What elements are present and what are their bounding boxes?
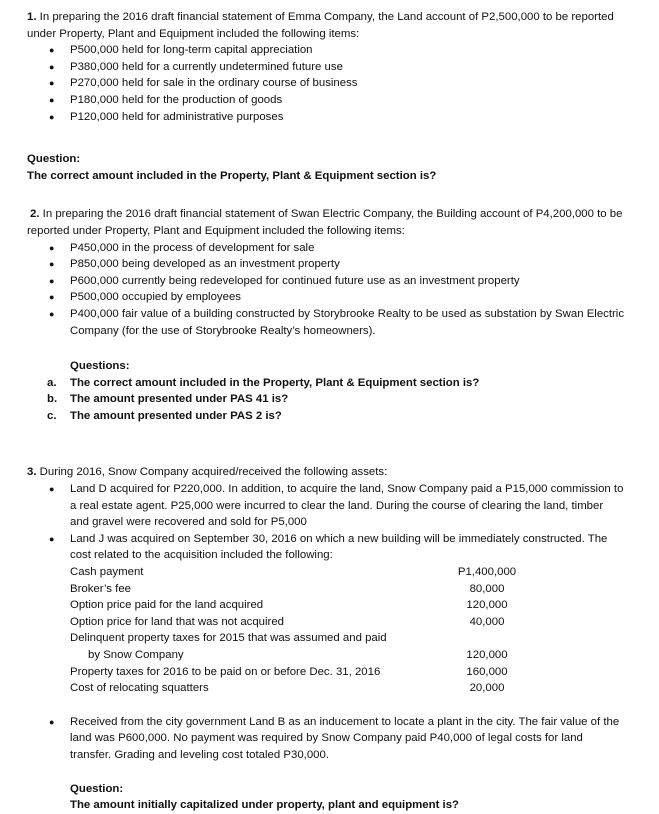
spacer	[27, 125, 625, 151]
problem-1-question-block	[27, 151, 625, 184]
sub-question-b	[27, 391, 625, 408]
problem-1	[27, 9, 625, 184]
list-item	[27, 256, 625, 273]
problem-2-number: 2.	[30, 208, 40, 221]
list-item	[27, 306, 625, 339]
cost-label: Option price paid for the land acquired	[70, 599, 264, 612]
list-item-text: P380,000 held for a currently undetermined future use	[70, 60, 343, 73]
cost-amount: 20,000	[469, 682, 505, 695]
question-heading: Question:	[70, 782, 124, 795]
spacer	[27, 764, 625, 781]
problem-2-sub-questions	[27, 375, 625, 425]
list-item	[27, 75, 625, 92]
spacer	[27, 339, 625, 358]
question-text: The amount initially capitalized under property, plant and equipment is?	[70, 799, 460, 812]
sub-question-marker: c.	[47, 409, 57, 422]
problem-1-intro-text: In preparing the 2016 draft financial statement of Emma Company, the Land account of P2,500,000 to be reported under Property, Plant and Equipment included the following items:	[27, 11, 614, 40]
list-item-text: P180,000 held for the production of goods	[70, 93, 283, 106]
bullet-icon: ●	[49, 275, 55, 286]
list-item	[27, 481, 625, 531]
list-item-text: P120,000 held for administrative purposes	[70, 110, 284, 123]
problem-2-bullet-list	[27, 240, 625, 340]
list-item-text: P600,000 currently being redeveloped for continued future use as an investment property	[70, 274, 520, 287]
problem-3-bullet-list-bottom	[27, 714, 625, 764]
list-item-text: P270,000 held for sale in the ordinary course of business	[70, 77, 358, 90]
spacer	[27, 424, 625, 450]
list-item-text: Land J was acquired on September 30, 2016 on which a new building will be immediately constructed. The cost related to the acquisition included the following:	[70, 532, 608, 562]
sub-question-a	[27, 375, 625, 392]
cost-label: Property taxes for 2016 to be paid on or before Dec. 31, 2016	[70, 665, 381, 678]
list-item-text: P500,000 held for long-term capital appreciation	[70, 44, 313, 57]
problem-3-number: 3.	[27, 466, 37, 479]
sub-question-marker: a.	[47, 376, 57, 389]
table-row	[70, 630, 540, 647]
cost-amount: 160,000	[466, 665, 508, 678]
cost-amount: 80,000	[469, 582, 505, 595]
acquisition-cost-table	[70, 564, 540, 697]
sub-question-text: The amount presented under PAS 41 is?	[70, 393, 289, 406]
cost-label: Delinquent property taxes for 2015 that was assumed and paid	[70, 632, 387, 645]
table-row	[70, 647, 540, 664]
cost-label: Option price for land that was not acquired	[70, 615, 285, 628]
problem-2-intro	[27, 206, 625, 239]
cost-amount	[434, 630, 540, 647]
bullet-icon: ●	[49, 111, 55, 122]
problem-3-question-block	[27, 781, 625, 814]
list-item	[27, 109, 625, 126]
list-item	[27, 289, 625, 306]
bullet-icon: ●	[49, 61, 55, 72]
cost-label: Broker’s fee	[70, 582, 131, 595]
problem-2-intro-text: In preparing the 2016 draft financial statement of Swan Electric Company, the Building account of P4,200,000 to be reported under Property, Plant and Equipment included the following items:	[27, 208, 623, 237]
table-row	[70, 680, 540, 697]
problem-1-bullet-list	[27, 42, 625, 125]
bullet-icon: ●	[49, 308, 55, 319]
bullet-icon: ●	[49, 78, 55, 89]
list-item-text: P450,000 in the process of development for sale	[70, 241, 315, 254]
list-item	[27, 92, 625, 109]
list-item	[27, 240, 625, 257]
list-item-text: Land D acquired for P220,000. In addition, to acquire the land, Snow Company paid a P15,000 commission to a real estate agent. P25,000 were incurred to clear the land. During the course of clearing the land, timber and gravel were recovered and sold for P5,000	[70, 483, 624, 529]
bullet-icon: ●	[49, 259, 55, 270]
problem-3-intro-text: During 2016, Snow Company acquired/received the following assets:	[39, 466, 388, 479]
problem-2	[27, 206, 625, 424]
list-item	[27, 42, 625, 59]
cost-label: Cash payment	[70, 566, 144, 579]
spacer	[27, 450, 625, 464]
list-item	[27, 59, 625, 76]
list-item-text: Received from the city government Land B as an inducement to locate a plant in the city. The fair value of the land was P600,000. No payment was required by Snow Company paid P40,000 of legal costs for land transfer. Grading and leveling cost totaled P30,000.	[70, 715, 620, 761]
cost-label: Cost of relocating squatters	[70, 682, 209, 695]
sub-question-text: The amount presented under PAS 2 is?	[70, 409, 282, 422]
questions-heading: Questions:	[70, 360, 130, 373]
bullet-icon: ●	[49, 242, 55, 253]
problem-1-intro	[27, 9, 625, 42]
table-row	[70, 597, 540, 614]
cost-amount: 40,000	[469, 615, 505, 628]
table-row	[70, 664, 540, 681]
bullet-icon: ●	[49, 94, 55, 105]
cost-amount: 120,000	[466, 599, 508, 612]
cost-amount: P1,400,000	[457, 566, 517, 579]
sub-question-marker: b.	[47, 393, 58, 406]
spacer	[27, 697, 625, 714]
bullet-icon: ●	[49, 533, 55, 544]
sub-question-text: The correct amount included in the Property, Plant & Equipment section is?	[70, 376, 480, 389]
problem-3-bullet-list-top	[27, 481, 625, 564]
list-item	[27, 714, 625, 764]
problem-3	[27, 464, 625, 813]
table-row	[70, 614, 540, 631]
bullet-icon: ●	[49, 45, 55, 56]
list-item-text: P500,000 occupied by employees	[70, 291, 241, 304]
problem-3-intro	[27, 464, 625, 481]
cost-amount: 120,000	[466, 649, 508, 661]
bullet-icon: ●	[49, 484, 55, 495]
question-heading: Question:	[27, 153, 81, 166]
cost-label: by Snow Company	[88, 649, 184, 661]
sub-question-c	[27, 408, 625, 425]
question-text: The correct amount included in the Property, Plant & Equipment section is?	[27, 169, 437, 182]
table-row	[70, 581, 540, 598]
bullet-icon: ●	[49, 716, 55, 727]
table-row	[70, 564, 540, 581]
list-item-text: P400,000 fair value of a building constructed by Storybrooke Realty to be used as substation by Swan Electric Company (for the use of Storybrooke Realty’s homeowners).	[70, 307, 625, 337]
bullet-icon: ●	[49, 292, 55, 303]
spacer	[27, 184, 625, 206]
list-item	[27, 531, 625, 564]
list-item-text: P850,000 being developed as an investment property	[70, 258, 340, 271]
problem-1-number: 1.	[27, 11, 37, 23]
list-item	[27, 273, 625, 290]
